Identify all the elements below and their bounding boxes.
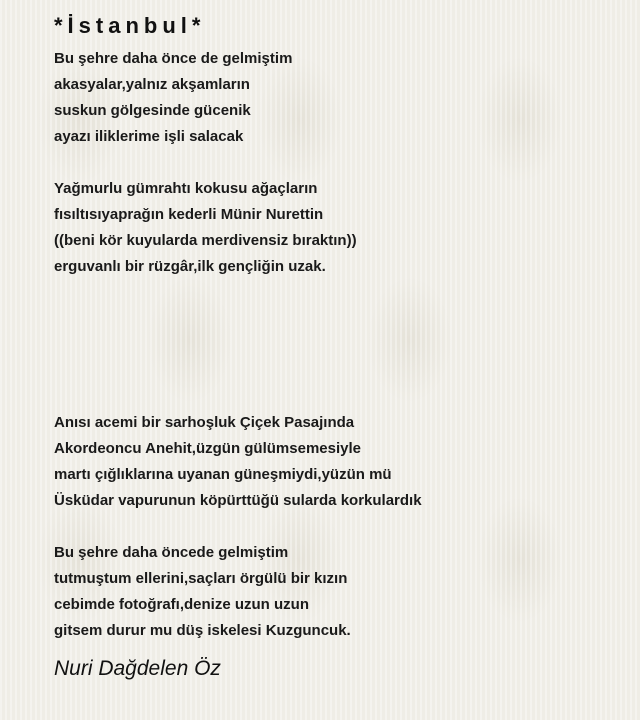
poem-line: Bu şehre daha öncede gelmiştim bbox=[54, 544, 289, 561]
poem-line: Bu şehre daha önce de gelmiştim bbox=[54, 50, 293, 67]
poem-line: Üsküdar vapurunun köpürttüğü sularda korkulardık bbox=[54, 492, 422, 509]
poem-title: *İstanbul* bbox=[54, 13, 206, 38]
poem-line: cebimde fotoğrafı,denize uzun uzun bbox=[54, 596, 309, 613]
poem-page bbox=[54, 10, 624, 683]
poem-line: gitsem durur mu düş iskelesi Kuzguncuk. bbox=[54, 622, 351, 639]
poem-line: Anısı acemi bir sarhoşluk Çiçek Pasajında bbox=[54, 414, 355, 431]
poem-line: tutmuştum ellerini,saçları örgülü bir kızın bbox=[54, 570, 348, 587]
poem-line: suskun gölgesinde gücenik bbox=[54, 102, 251, 119]
stanza-spacer bbox=[54, 150, 624, 176]
poem-line: martı çığlıklarına uyanan güneşmiydi,yüzün mü bbox=[54, 466, 392, 483]
stanza-3 bbox=[54, 410, 624, 514]
poem-line: ((beni kör kuyularda merdivensiz bıraktın)) bbox=[54, 232, 357, 249]
poem-line: fısıltısıyaprağın kederli Münir Nurettin bbox=[54, 206, 324, 223]
section-spacer bbox=[54, 280, 624, 410]
poem-line: ayazı iliklerime işli salacak bbox=[54, 128, 244, 145]
stanza-1 bbox=[54, 46, 624, 150]
stanza-2 bbox=[54, 176, 624, 280]
poem-line: Yağmurlu gümrahtı kokusu ağaçların bbox=[54, 180, 318, 197]
poem-line: erguvanlı bir rüzgâr,ilk gençliğin uzak. bbox=[54, 258, 326, 275]
poem-line: akasyalar,yalnız akşamların bbox=[54, 76, 250, 93]
stanza-spacer bbox=[54, 514, 624, 540]
poem-author: Nuri Dağdelen Öz bbox=[54, 657, 221, 680]
poem-line: Akordeoncu Anehit,üzgün gülümsemesiyle bbox=[54, 440, 361, 457]
stanza-4 bbox=[54, 540, 624, 644]
